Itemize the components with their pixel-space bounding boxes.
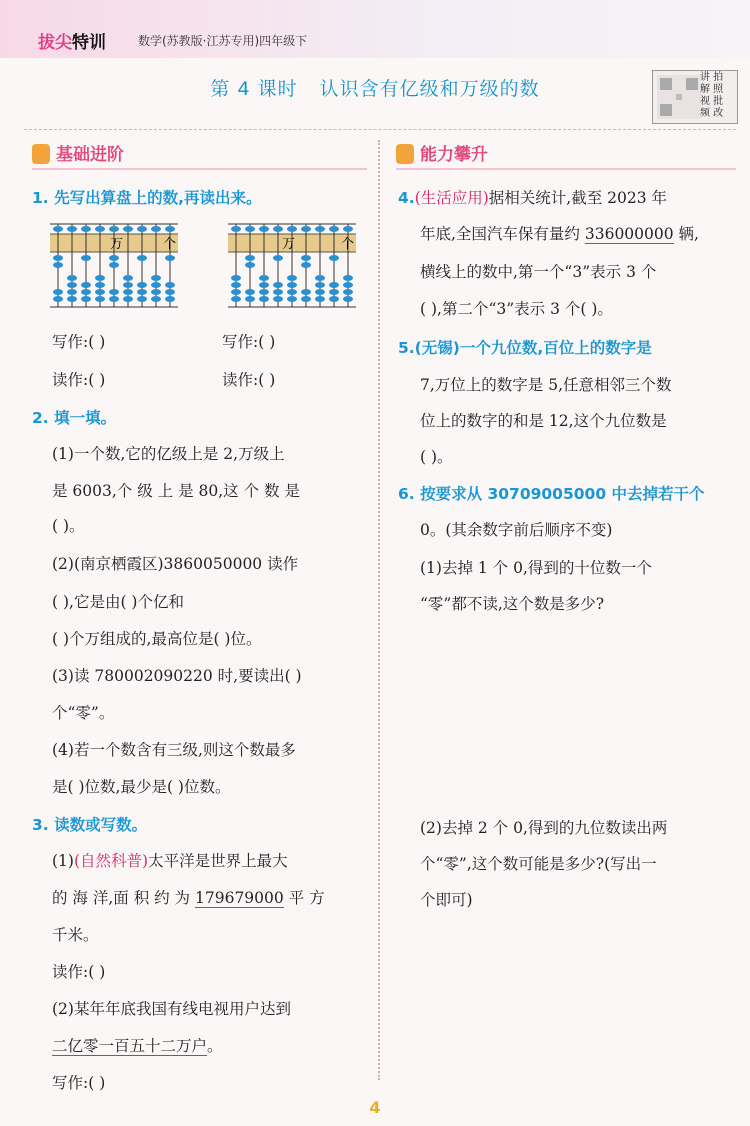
q2-prompt: 2. 填一填。	[32, 409, 117, 427]
q6-1-line-a: (1)去掉 1 个 0,得到的十位数一个	[420, 559, 652, 577]
q2-4-line-b[interactable]: 是( )位数,最少是( )位数。	[52, 778, 231, 796]
q2-2-line-a: (2)(南京栖霞区)3860050000 读作	[52, 555, 299, 573]
q4-line-c: 横线上的数中,第一个“3”表示 3 个	[420, 263, 657, 281]
brand-logo: 拔尖特训	[38, 33, 106, 53]
subject-line: 数学(苏教版·江苏专用)四年级下	[138, 34, 308, 48]
q6-2-line-c: 个即可)	[420, 891, 473, 909]
q6-1-line-b: “零”都不读,这个数是多少?	[420, 595, 605, 613]
q5-line-a: 5.(无锡)一个九位数,百位上的数字是	[398, 339, 652, 357]
q3-2-line-b: 二亿零一百五十二万户。	[52, 1037, 223, 1055]
column-divider	[378, 140, 380, 1080]
abacus-1-ge-label: 个	[163, 237, 177, 252]
q5-line-b: 7,万位上的数字是 5,任意相邻三个数	[420, 376, 672, 394]
q3-1-line-b: 的 海 洋,面 积 约 为 179679000 平 方	[52, 889, 325, 907]
underlined-number: 179679000	[195, 889, 284, 907]
abacus-2-ge-label: 个	[341, 237, 355, 252]
q1-read-2[interactable]: 读作:( )	[222, 371, 276, 389]
q2-1-line-a: (1)一个数,它的亿级上是 2,万级上	[52, 445, 285, 463]
abacus-1	[50, 222, 180, 312]
q6-2-line-b: 个“零”,这个数可能是多少?(写出一	[420, 855, 657, 873]
q2-1-line-b: 是 6003,个 级 上 是 80,这 个 数 是	[52, 482, 300, 500]
qr-code-icon[interactable]	[657, 75, 701, 119]
page-number: 4	[369, 1098, 381, 1117]
abacus-2-wan-label: 万	[282, 237, 296, 252]
q1-prompt: 1. 先写出算盘上的数,再读出来。	[32, 189, 262, 207]
underlined-car-number: 336000000	[584, 225, 674, 243]
life-tag: (生活应用)	[414, 189, 489, 207]
header-divider	[24, 129, 736, 130]
q4-line-a: 4.(生活应用)据相关统计,截至 2023 年	[398, 189, 668, 207]
section-right-underline	[396, 168, 736, 170]
qr-labels: 讲 拍 解 照 视 批 频 改	[700, 72, 724, 119]
q3-prompt: 3. 读数或写数。	[32, 816, 148, 834]
q6-line-a: 6. 按要求从 30709005000 中去掉若干个	[398, 485, 705, 503]
lesson-title: 第 4 课时 认识含有亿级和万级的数	[210, 78, 540, 100]
q5-answer[interactable]: ( )。	[420, 448, 453, 466]
q2-3-line-b: 个“零”。	[52, 704, 115, 722]
q2-4-line-a: (4)若一个数含有三级,则这个数最多	[52, 741, 296, 759]
q2-1-answer[interactable]: ( )。	[52, 517, 85, 535]
q3-1-line-a: (1)(自然科普)太平洋是世界上最大	[52, 852, 288, 870]
q5-line-c: 位上的数字的和是 12,这个九位数是	[420, 412, 667, 430]
abacus-2	[228, 222, 358, 312]
q3-2-write[interactable]: 写作:( )	[52, 1074, 106, 1092]
q3-1-read[interactable]: 读作:( )	[52, 963, 106, 981]
q1-write-2[interactable]: 写作:( )	[222, 333, 276, 351]
hand-icon	[396, 144, 414, 164]
q6-2-line-a: (2)去掉 2 个 0,得到的九位数读出两	[420, 819, 668, 837]
section-left-underline	[32, 168, 367, 170]
q3-1-line-c: 千米。	[52, 926, 99, 944]
runner-icon	[32, 144, 50, 164]
q6-line-b: 0。(其余数字前后顺序不变)	[420, 521, 613, 539]
section-left-title: 基础进阶	[32, 140, 124, 166]
section-right-title: 能力攀升	[396, 140, 488, 166]
science-tag: (自然科普)	[73, 852, 149, 870]
q4-line-d[interactable]: ( ),第二个“3”表示 3 个( )。	[420, 300, 613, 318]
q1-read-1[interactable]: 读作:( )	[52, 371, 106, 389]
q2-2-line-b[interactable]: ( ),它是由( )个亿和	[52, 593, 184, 611]
q4-line-b: 年底,全国汽车保有量约 336000000 辆,	[420, 225, 699, 243]
top-banner	[0, 0, 750, 58]
q3-2-line-a: (2)某年年底我国有线电视用户达到	[52, 1000, 291, 1018]
abacus-1-wan-label: 万	[110, 237, 124, 252]
underlined-words: 二亿零一百五十二万户	[52, 1037, 208, 1055]
q2-3-line-a[interactable]: (3)读 780002090220 时,要读出( )	[52, 667, 302, 685]
q1-write-1[interactable]: 写作:( )	[52, 333, 106, 351]
q2-2-line-c[interactable]: ( )个万组成的,最高位是( )位。	[52, 630, 262, 648]
